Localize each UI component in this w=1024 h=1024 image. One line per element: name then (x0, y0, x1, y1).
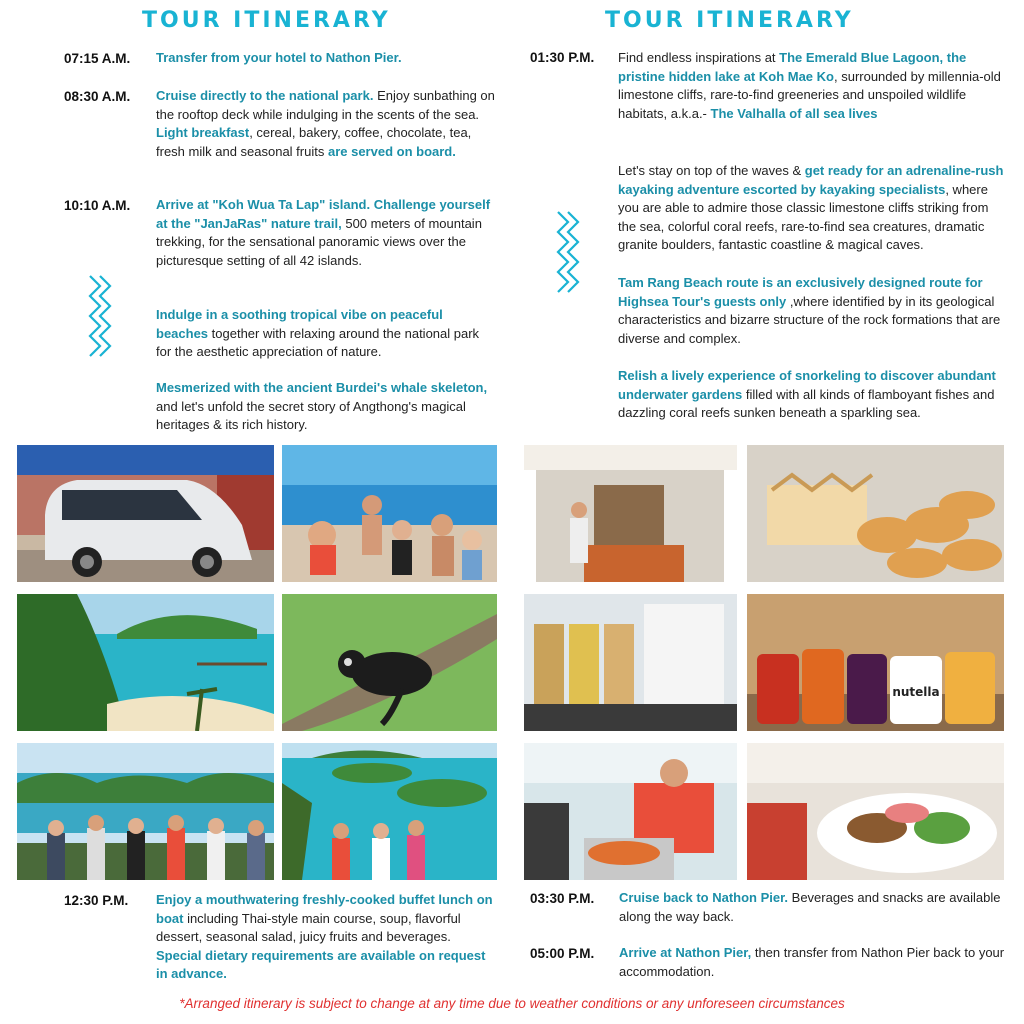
time-1230: 12:30 P.M. (64, 893, 129, 908)
disclaimer-note: *Arranged itinerary is subject to change at any time due to weather conditions or any unforeseen circumstances (179, 996, 845, 1011)
group-on-boat-photo (282, 445, 497, 582)
wave-icon-right (554, 208, 584, 298)
lunch-plate-photo (747, 743, 1004, 880)
boat-deck-bar-photo (524, 445, 737, 582)
item-0715-text: Transfer from your hotel to Nathon Pier. (156, 50, 402, 65)
lunch-buffet-staff-photo (524, 743, 737, 880)
croissants-photo (747, 445, 1004, 582)
time-0500: 05:00 P.M. (530, 946, 595, 961)
islands-beach-photo (17, 594, 274, 731)
time-0830: 08:30 A.M. (64, 89, 131, 104)
item-0330-text: Cruise back to Nathon Pier. Beverages and snacks are available along the way back. (619, 890, 1001, 924)
item-0500-text: Arrive at Nathon Pier, then transfer from Nathon Pier back to your accommodation. (619, 945, 1005, 979)
item-snorkel-text: Relish a lively experience of snorkeling to discover abundant underwater gardens filled with all kinds of flamboyant fishes and dazzling coral reefs sunken beneath a sparkling sea. (618, 368, 996, 420)
left-title: TOUR ITINERARY (142, 8, 391, 33)
item-kayak-text: Let's stay on top of the waves & get ready for an adrenaline-rush kayaking adventure escorted by kayaking specialists, where you are able to admire those classic limestone cliffs striking from the sea, colorful coral reefs, rare-to-find sea creatures, dramatic granite boulders, fantastic coastline & magical caves. (618, 163, 1004, 252)
wave-icon (86, 272, 116, 362)
item-mesmerized-text: Mesmerized with the ancient Burdei's whale skeleton, and let's unfold the secret story of Angthong's magical heritages & its rich history. (156, 380, 488, 432)
time-0130: 01:30 P.M. (530, 50, 595, 65)
right-title: TOUR ITINERARY (605, 8, 854, 33)
nutella-label: nutella (892, 685, 940, 699)
item-indulge-text: Indulge in a soothing tropical vibe on peaceful beaches together with relaxing around the national park for the aesthetic appreciation of nature. (156, 307, 480, 359)
time-1010: 10:10 A.M. (64, 198, 131, 213)
item-1230-text: Enjoy a mouthwatering freshly-cooked buffet lunch on boat including Thai-style main course, soup, flavorful dessert, seasonal salad, juicy fruits and beverages. Special dietary requirements are available on request in advance. (156, 892, 493, 981)
item-0130-text: Find endless inspirations at The Emerald Blue Lagoon, the pristine hidden lake at Koh Mae Ko, surrounded by millennia-old limestone cliffs, rare-to-find greeneries and unspoiled wildlife habitats, a.k.a.- The Valhalla of all sea lives (618, 50, 1001, 121)
viewpoint-group-photo (17, 743, 274, 880)
monkey-photo (282, 594, 497, 731)
cereal-dispensers-photo (524, 594, 737, 731)
item-0830-text: Cruise directly to the national park. Enjoy sunbathing on the rooftop deck while indulging in the scents of the sea. Light breakfast, cereal, bakery, coffee, chocolate, tea, fresh milk and seasonal fruits are served on board. (156, 88, 495, 159)
van-photo (17, 445, 274, 582)
item-tamrang-text: Tam Rang Beach route is an exclusively designed route for Highsea Tour's guests only ,where identified by in its geological characteristics and bizarre structure of the rock formations that are diverse and complex. (618, 275, 1001, 346)
time-0715: 07:15 A.M. (64, 51, 131, 66)
islands-viewpoint-photo (282, 743, 497, 880)
time-0330: 03:30 P.M. (530, 891, 595, 906)
jams-nutella-photo (747, 594, 1004, 731)
item-1010-text: Arrive at "Koh Wua Ta Lap" island. Challenge yourself at the "JanJaRas" nature trail, 500 meters of mountain trekking, for the sensational panoramic views over the picturesque setting of all 42 islands. (156, 197, 491, 268)
